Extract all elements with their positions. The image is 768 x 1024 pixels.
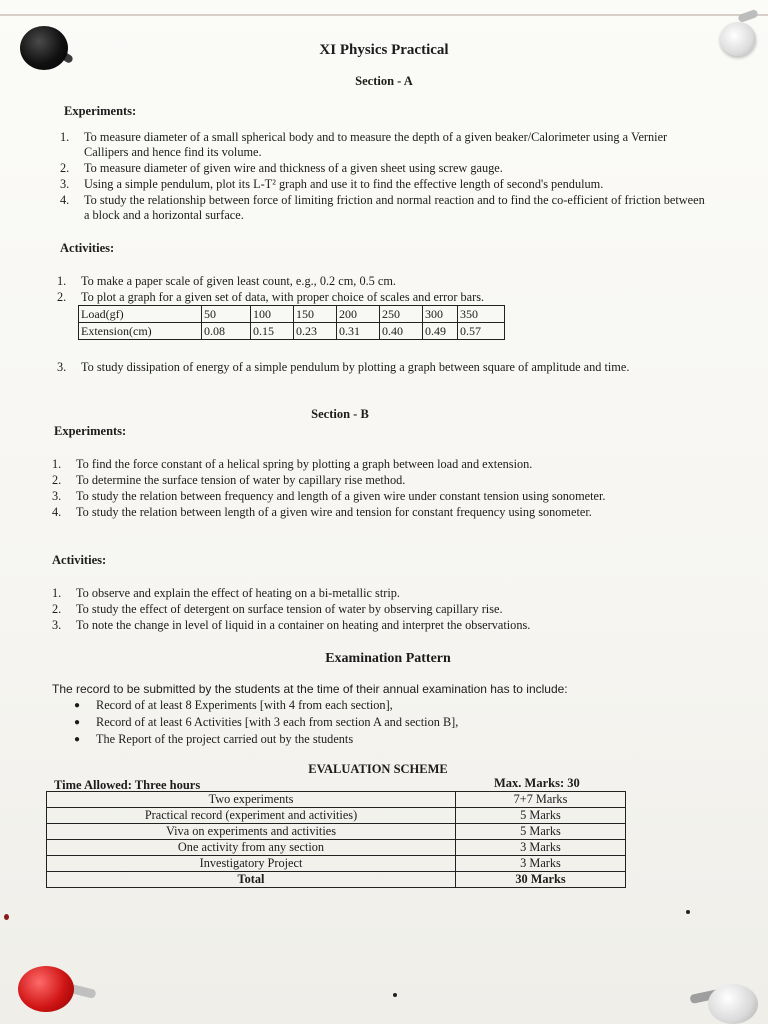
evaluation-item: One activity from any section [47, 840, 456, 856]
table-cell: 150 [294, 306, 337, 323]
section-a-activity-3 [57, 360, 717, 376]
evaluation-item: Investigatory Project [47, 856, 456, 872]
section-a-heading: Section - A [355, 74, 413, 88]
list-item: 3. Using a simple pendulum, plot its L-T² graph and use it to find the effective length of second's pendulum. [60, 177, 604, 191]
section-b-heading: Section - B [311, 407, 369, 421]
list-item: 4. To study the relation between length of a given wire and tension for constant frequency using sonometer. [52, 505, 592, 519]
evaluation-total-label: Total [47, 872, 456, 888]
table-cell: Extension(cm) [79, 323, 202, 340]
evaluation-marks: 5 Marks [456, 824, 626, 840]
list-item: 1. To measure diameter of a small spherical body and to measure the depth of a given beaker/Calorimeter using a Vernier Callipers and hence find its volume. [60, 130, 668, 159]
table-cell: 50 [202, 306, 251, 323]
paper-speck [4, 914, 9, 920]
section-b-activities-list [52, 586, 712, 634]
table-cell: 350 [458, 306, 505, 323]
section-a-activities-heading: Activities: [60, 241, 115, 255]
paper-speck [393, 993, 397, 997]
time-allowed-label: Time Allowed: Three hours [54, 778, 201, 792]
list-item: 2. To measure diameter of given wire and thickness of a given sheet using screw gauge. [60, 161, 503, 175]
section-b-experiments-heading: Experiments: [54, 424, 127, 438]
evaluation-marks: 3 Marks [456, 840, 626, 856]
list-item: ● Record of at least 6 Activities [with 3 each from section A and section B], [74, 714, 694, 731]
section-b-experiments-list [52, 457, 712, 521]
section-b-activities-heading: Activities: [52, 553, 107, 567]
list-item: 2. To study the effect of detergent on surface tension of water by observing capillary rise. [52, 602, 503, 616]
table-row [47, 840, 626, 856]
white-push-pin-icon [708, 984, 758, 1024]
table-cell: 250 [380, 306, 423, 323]
list-item: ● Record of at least 8 Experiments [with 4 from each section], [74, 697, 694, 714]
table-cell: 0.15 [251, 323, 294, 340]
section-a-experiments-list [60, 130, 710, 224]
table-cell: 0.40 [380, 323, 423, 340]
exam-intro-text: The record to be submitted by the students at the time of their annual examination has to include: [52, 682, 568, 696]
examination-pattern-heading: Examination Pattern [325, 651, 451, 666]
exam-requirements-list [74, 697, 694, 748]
table-cell: 0.08 [202, 323, 251, 340]
table-row [47, 792, 626, 808]
paper-edge [0, 14, 768, 16]
list-item: 2. To plot a graph for a given set of data, with proper choice of scales and error bars. [57, 290, 485, 304]
table-row [79, 306, 505, 323]
table-row [47, 808, 626, 824]
paper-speck [686, 910, 690, 914]
list-item: 4. To study the relationship between force of limiting friction and normal reaction and to find the co-efficient of friction between a block and a horizontal surface. [60, 193, 705, 222]
table-cell: 0.57 [458, 323, 505, 340]
list-item: 1. To make a paper scale of given least count, e.g., 0.2 cm, 0.5 cm. [57, 274, 396, 288]
evaluation-marks: 7+7 Marks [456, 792, 626, 808]
red-push-pin-icon [18, 966, 74, 1012]
evaluation-total-marks: 30 Marks [456, 872, 626, 888]
max-marks-label: Max. Marks: 30 [494, 776, 580, 790]
table-cell: 200 [337, 306, 380, 323]
evaluation-item: Practical record (experiment and activities) [47, 808, 456, 824]
list-item: 3. To study dissipation of energy of a simple pendulum by plotting a graph between square of amplitude and time. [57, 360, 630, 374]
evaluation-item: Viva on experiments and activities [47, 824, 456, 840]
table-row [47, 872, 626, 888]
section-a-experiments-heading: Experiments: [64, 104, 137, 118]
table-cell: 0.23 [294, 323, 337, 340]
list-item: 1. To find the force constant of a helical spring by plotting a graph between load and extension. [52, 457, 533, 471]
load-extension-table [78, 305, 505, 340]
evaluation-scheme-heading: EVALUATION SCHEME [308, 762, 448, 776]
list-item: 1. To observe and explain the effect of heating on a bi-metallic strip. [52, 586, 400, 600]
evaluation-marks: 5 Marks [456, 808, 626, 824]
list-item: 3. To note the change in level of liquid in a container on heating and interpret the observations. [52, 618, 531, 632]
table-cell: Load(gf) [79, 306, 202, 323]
list-item: 2. To determine the surface tension of water by capillary rise method. [52, 473, 406, 487]
table-cell: 0.31 [337, 323, 380, 340]
table-cell: 300 [423, 306, 458, 323]
evaluation-marks: 3 Marks [456, 856, 626, 872]
table-cell: 100 [251, 306, 294, 323]
evaluation-item: Two experiments [47, 792, 456, 808]
table-row [79, 323, 505, 340]
section-a-activities-list [57, 274, 717, 306]
list-item: 3. To study the relation between frequency and length of a given wire under constant tension using sonometer. [52, 489, 606, 503]
table-row [47, 856, 626, 872]
table-row [47, 824, 626, 840]
list-item: ● The Report of the project carried out by the students [74, 731, 694, 748]
table-cell: 0.49 [423, 323, 458, 340]
evaluation-table [46, 791, 626, 888]
document-title: XI Physics Practical [319, 42, 449, 58]
